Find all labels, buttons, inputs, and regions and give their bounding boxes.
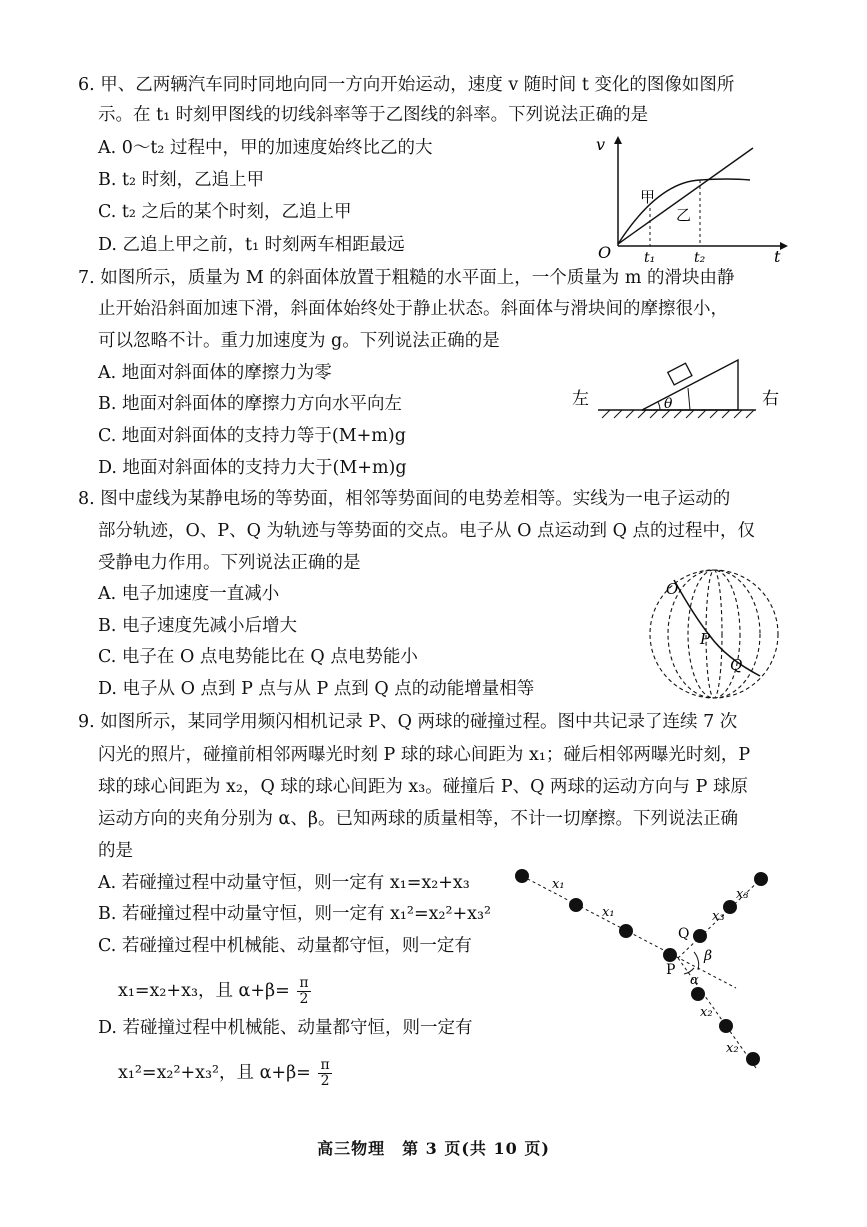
- q6-origin: O: [598, 243, 612, 262]
- q8-equipotential-figure: [644, 566, 784, 702]
- q9-label-q: Q: [678, 926, 690, 942]
- q8-option-c: C. 电子在 O 点电势能比在 Q 点电势能小: [98, 647, 418, 667]
- q9-option-c-frac-num: π: [299, 975, 309, 991]
- q7-option-b: B. 地面对斜面体的摩擦力方向水平向左: [98, 394, 402, 414]
- q6-vt-graph: [588, 134, 788, 264]
- q6-stem-line1: 6. 甲、乙两辆汽车同时同地向同一方向开始运动，速度 v 随时间 t 变化的图像如图所: [78, 75, 735, 95]
- q8-stem-line1: 8. 图中虚线为某静电场的等势面，相邻等势面间的电势差相等。实线为一电子运动的: [78, 489, 731, 509]
- q6-tick-t2: t₂: [694, 250, 706, 264]
- q9-stem-line4: 运动方向的夹角分别为 α、β。已知两球的质量相等，不计一切摩擦。下列说法正确: [98, 809, 738, 829]
- q6-label-yi: 乙: [676, 206, 692, 224]
- q6-option-b: B. t₂ 时刻，乙追上甲: [98, 170, 265, 190]
- q8-option-d: D. 电子从 O 点到 P 点与从 P 点到 Q 点的动能增量相等: [98, 679, 535, 699]
- q9-label-x3a: x₃: [712, 909, 725, 924]
- q7-stem-line2: 止开始沿斜面加速下滑，斜面体始终处于静止状态。斜面体与滑块间的摩擦很小，: [98, 299, 728, 319]
- q6-label-jia: 甲: [640, 188, 656, 206]
- q7-option-c: C. 地面对斜面体的支持力等于(M+m)g: [98, 426, 406, 446]
- q9-option-c-frac-den: 2: [299, 991, 309, 1007]
- q8-option-a: A. 电子加速度一直减小: [98, 584, 280, 604]
- q8-label-q: Q: [730, 656, 743, 674]
- q7-label-right: 右: [762, 389, 779, 409]
- q9-stem-line5: 的是: [98, 841, 133, 861]
- q7-incline-figure: [568, 352, 788, 432]
- q7-option-a: A. 地面对斜面体的摩擦力为零: [98, 363, 332, 383]
- q8-stem-line3: 受静电力作用。下列说法正确的是: [98, 553, 361, 573]
- q8-option-b: B. 电子速度先减小后增大: [98, 616, 297, 636]
- q9-stem-line2: 闪光的照片，碰撞前相邻两曝光时刻 P 球的球心间距为 x₁；碰后相邻两曝光时刻，P: [98, 745, 751, 765]
- q6-stem-line2: 示。在 t₁ 时刻甲图线的切线斜率等于乙图线的斜率。下列说法正确的是: [98, 105, 649, 125]
- page-footer: 高三物理 第 3 页(共 10 页): [317, 1139, 550, 1158]
- q9-stem-line1: 9. 如图所示，某同学用频闪相机记录 P、Q 两球的碰撞过程。图中共记录了连续 7 次: [78, 712, 738, 732]
- q9-option-d-frac-num: π: [320, 1057, 330, 1073]
- q9-label-x2b: x₂: [726, 1041, 739, 1056]
- q9-label-x3b: x₃: [736, 887, 749, 902]
- q9-collision-figure: [508, 860, 793, 1080]
- q9-label-x1b: x₁: [602, 905, 615, 920]
- q7-option-d: D. 地面对斜面体的支持力大于(M+m)g: [98, 458, 407, 478]
- q9-option-d: D. 若碰撞过程中机械能、动量都守恒，则一定有: [98, 1018, 473, 1038]
- q9-label-beta: β: [704, 948, 713, 964]
- q7-stem-line1: 7. 如图所示，质量为 M 的斜面体放置于粗糙的水平面上，一个质量为 m 的滑块由静: [78, 268, 735, 288]
- q9-option-a: A. 若碰撞过程中动量守恒，则一定有 x₁=x₂+x₃: [98, 873, 470, 893]
- q8-label-p: P: [700, 630, 711, 648]
- q7-theta-label: θ: [664, 396, 673, 412]
- q9-option-c-fraction: [297, 976, 310, 1007]
- q9-label-p: P: [666, 962, 676, 978]
- q9-option-c-formula-text: x₁=x₂+x₃，且 α+β=: [118, 981, 290, 1001]
- q9-option-d-formula-text: x₁²=x₂²+x₃²，且 α+β=: [118, 1063, 311, 1083]
- q9-label-x2a: x₂: [700, 1005, 713, 1020]
- q9-label-alpha: α: [690, 973, 699, 988]
- q7-stem-line3: 可以忽略不计。重力加速度为 g。下列说法正确的是: [98, 331, 500, 351]
- q9-option-b: B. 若碰撞过程中动量守恒，则一定有 x₁²=x₂²+x₃²: [98, 904, 492, 924]
- q9-option-d-fraction: [318, 1058, 331, 1089]
- q6-option-a: A. 0～t₂ 过程中，甲的加速度始终比乙的大: [98, 138, 433, 158]
- q6-axis-v: v: [596, 135, 606, 154]
- q9-stem-line3: 球的球心间距为 x₂，Q 球的球心间距为 x₃。碰撞后 P、Q 两球的运动方向与 P 球原: [98, 777, 748, 797]
- q6-tick-t1: t₁: [644, 250, 656, 264]
- q9-option-d-frac-den: 2: [320, 1073, 330, 1089]
- q9-option-c: C. 若碰撞过程中机械能、动量都守恒，则一定有: [98, 936, 472, 956]
- q9-option-d-formula: [118, 1058, 332, 1089]
- q9-label-x1a: x₁: [552, 877, 565, 892]
- q8-label-o: O: [666, 580, 679, 598]
- q6-option-c: C. t₂ 之后的某个时刻，乙追上甲: [98, 202, 352, 222]
- q9-option-c-formula: [118, 976, 311, 1007]
- q6-axis-t: t: [774, 247, 781, 264]
- q8-stem-line2: 部分轨迹，O、P、Q 为轨迹与等势面的交点。电子从 O 点运动到 Q 点的过程中，仅: [98, 521, 755, 541]
- q7-label-left: 左: [572, 389, 589, 409]
- q6-option-d: D. 乙追上甲之前，t₁ 时刻两车相距最远: [98, 235, 405, 255]
